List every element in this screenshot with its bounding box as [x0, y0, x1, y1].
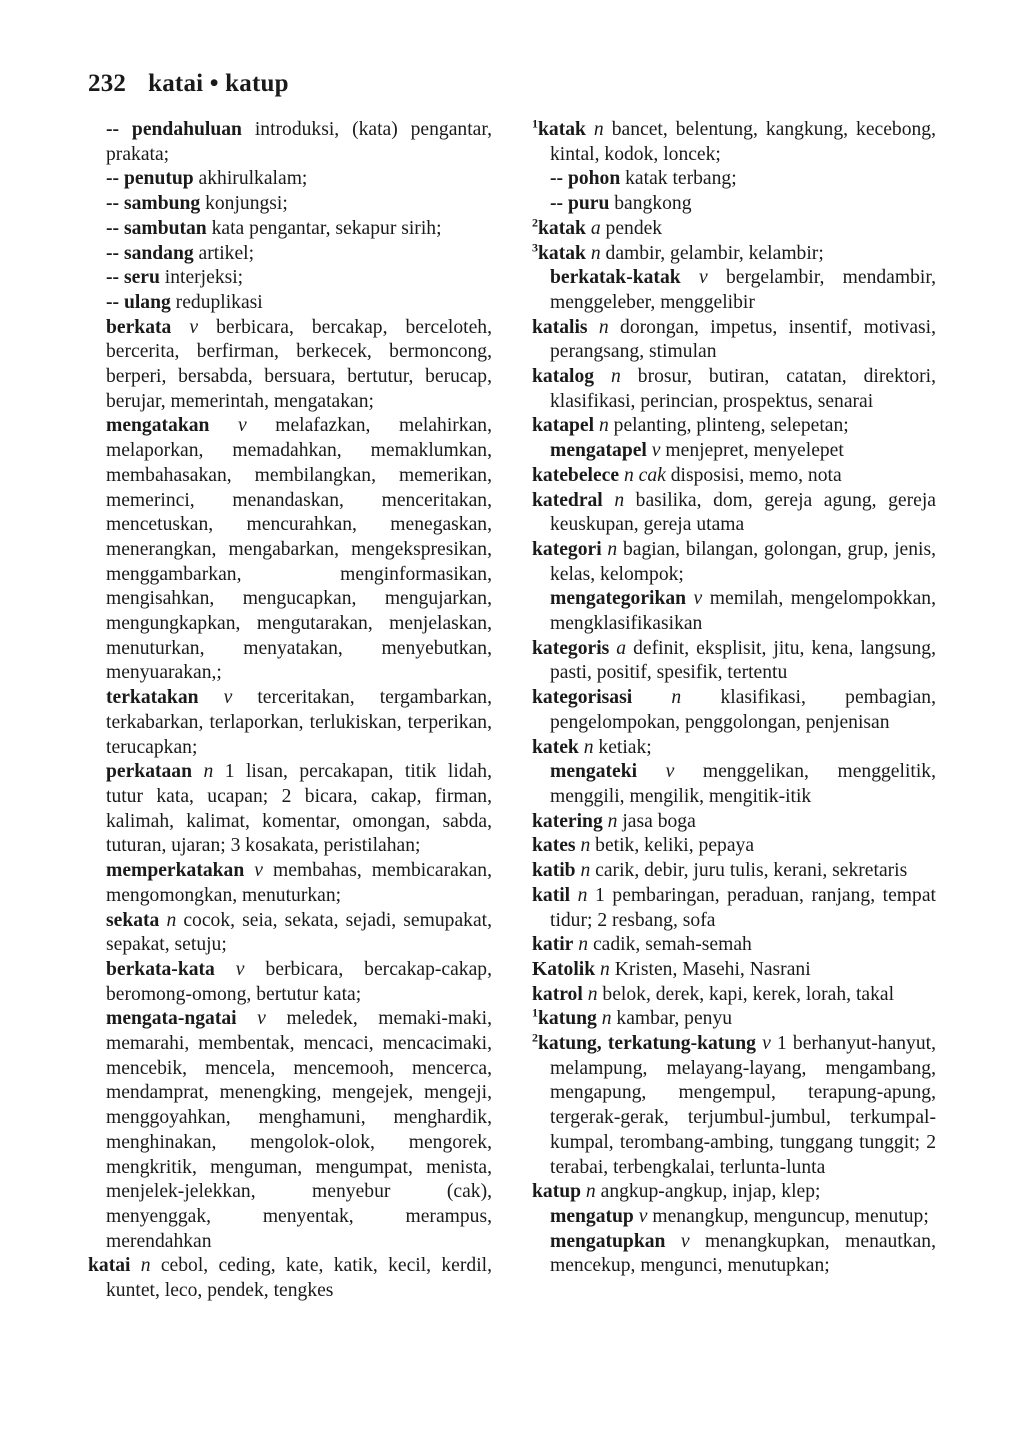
dictionary-entry: [532, 958, 936, 983]
dictionary-entry: [106, 760, 492, 859]
part-of-speech: v: [209, 415, 247, 437]
part-of-speech: n: [575, 835, 591, 857]
headword: -- pendahuluan: [106, 119, 242, 140]
right-column: [532, 118, 936, 1279]
left-column: [88, 118, 492, 1304]
dictionary-entry: [106, 316, 492, 415]
part-of-speech: v: [755, 1033, 771, 1055]
part-of-speech: v: [236, 1008, 266, 1030]
definition-text: klasifikasi, pembagian, pengelompokan, penggolongan, penjenisan: [550, 687, 937, 733]
dictionary-entry: [532, 983, 936, 1008]
headword: Katolik: [532, 958, 596, 980]
headword: kategori: [532, 538, 602, 560]
part-of-speech: n: [581, 1181, 596, 1203]
definition-text: cocok, seia, sekata, sejadi, semupakat, sepakat, setuju;: [106, 909, 492, 956]
dictionary-entry: [106, 1007, 492, 1254]
headword: katapel: [532, 415, 595, 437]
part-of-speech: n: [594, 415, 609, 437]
definition-text: carik, debir, juru tulis, kerani, sekretaris: [590, 860, 908, 882]
headword: memperkatakan: [106, 860, 245, 882]
definition-text: ketiak;: [593, 736, 652, 758]
part-of-speech: n: [578, 736, 594, 758]
headword: -- sambutan: [106, 217, 207, 239]
definition-text: 1 berhanyut-hanyut, melampung, melayang-layang, mengambang, mengapung, mengempul, terapung-apung, tergerak-gerak, terjumbul-jumbul, terkumpal-kumpal, terombang-ambing, tunggang tunggit; 2 terabai, terbengkalai, terlunta-lunta: [550, 1033, 936, 1178]
headword: katedral: [532, 489, 603, 511]
headword: mengatupkan: [550, 1230, 666, 1252]
part-of-speech: n cak: [619, 464, 666, 486]
definition-text: menangkup, menguncup, menutup;: [647, 1205, 929, 1227]
headword: kates: [532, 835, 576, 857]
definition-text: bagian, bilangan, golongan, grup, jenis, kelas, kelompok;: [550, 538, 936, 585]
headword: -- penutup: [106, 168, 194, 190]
dictionary-entry: [532, 489, 936, 538]
part-of-speech: n: [587, 316, 609, 338]
dictionary-entry: [532, 217, 936, 242]
dictionary-entry: [106, 167, 492, 192]
definition-text: kambar, penyu: [611, 1008, 733, 1030]
part-of-speech: v: [686, 588, 703, 610]
part-of-speech: n: [602, 489, 625, 511]
definition-text: menjepret, menyelepet: [660, 440, 844, 462]
dictionary-entry: [106, 266, 492, 291]
part-of-speech: v: [171, 316, 199, 338]
dictionary-entry: [532, 686, 936, 735]
dictionary-entry: [550, 1205, 936, 1230]
definition-text: akhirulkalam;: [193, 168, 308, 190]
definition-text: berbicara, bercakap-cakap, beromong-omong, bertutur kata;: [106, 958, 492, 1005]
part-of-speech: n: [159, 909, 177, 931]
page-title: katai • katup: [148, 70, 289, 97]
dictionary-entry: [532, 414, 936, 439]
part-of-speech: v: [633, 1205, 648, 1227]
dictionary-entry: [532, 538, 936, 587]
definition-text: cebol, ceding, kate, katik, kecil, kerdil, kuntet, leco, pendek, tengkes: [106, 1255, 492, 1302]
part-of-speech: v: [637, 761, 675, 783]
part-of-speech: v: [665, 1230, 690, 1252]
headword: sekata: [106, 909, 160, 931]
page-header: [88, 70, 289, 98]
headword: berkata-kata: [106, 958, 215, 980]
headword: perkataan: [106, 761, 193, 783]
definition-text: angkup-angkup, injap, klep;: [595, 1181, 821, 1203]
definition-text: katak terbang;: [620, 168, 737, 190]
dictionary-entry: [106, 686, 492, 760]
headword: mengatup: [550, 1205, 634, 1227]
dictionary-entry: [88, 1254, 492, 1303]
dictionary-entry: [532, 239, 936, 267]
dictionary-entry: [106, 242, 492, 267]
headword: -- ulang: [106, 291, 171, 313]
definition-text: Kristen, Masehi, Nasrani: [609, 958, 811, 980]
part-of-speech: n: [570, 884, 588, 906]
headword: katrol: [532, 983, 583, 1005]
part-of-speech: n: [602, 810, 618, 832]
definition-text: basilika, dom, gereja agung, gereja keuskupan, gereja utama: [550, 489, 936, 536]
definition-text: kata pengantar, sekapur sirih;: [206, 217, 442, 239]
headword: berkata: [106, 316, 172, 338]
part-of-speech: n: [575, 860, 591, 882]
homonym-number: 2: [532, 1030, 538, 1045]
definition-text: pendek: [600, 217, 663, 239]
part-of-speech: v: [214, 958, 245, 980]
headword: berkatak-katak: [550, 267, 681, 289]
definition-text: memilah, mengelompokkan, mengklasifikasikan: [550, 588, 936, 635]
dictionary-entry: [532, 884, 936, 933]
headword: katebelece: [532, 464, 620, 486]
headword: kategoris: [532, 637, 610, 659]
definition-text: pelanting, plinteng, selepetan;: [608, 415, 849, 437]
homonym-number: 1: [532, 116, 538, 131]
headword: -- puru: [550, 193, 610, 215]
headword: katai: [88, 1255, 131, 1277]
definition-text: artikel;: [193, 242, 255, 264]
headword: katek: [532, 736, 579, 758]
part-of-speech: v: [198, 687, 233, 709]
dictionary-entry: [532, 1180, 936, 1205]
headword: katak: [538, 119, 586, 140]
part-of-speech: v: [680, 267, 708, 289]
dictionary-entry: [550, 266, 936, 315]
definition-text: 1 lisan, percakapan, titik lidah, tutur kata, ucapan; 2 bicara, cakap, firman, kalimah, kalimat, komentar, omongan, sabda, tuturan, ujaran; 3 kosakata, peristilahan;: [106, 761, 493, 857]
definition-text: belok, derek, kapi, kerek, lorah, takal: [597, 983, 895, 1005]
dictionary-entry: [532, 933, 936, 958]
definition-text: introduksi, (kata) pengantar, prakata;: [106, 119, 492, 165]
definition-text: meledek, memaki-maki, memarahi, membentak, mencaci, mencacimaki, mencebik, mencela, mencemooh, mencerca, mendamprat, menengking, mengejek, mengeji, menggoyahkan, menghamuni, menghardik, menghinakan, mengolok-olok, mengorek, mengkritik, menguman, mengumpat, menista, menjelek-jelekkan, menyebur (cak), menyenggak, menyentak, merampus, merendahkan: [106, 1008, 492, 1252]
definition-text: reduplikasi: [170, 291, 263, 313]
page-number: 232: [88, 70, 127, 97]
part-of-speech: v: [244, 860, 263, 882]
part-of-speech: n: [573, 934, 589, 956]
dictionary-entry: [106, 909, 492, 958]
headword: terkatakan: [106, 687, 199, 709]
definition-text: bangkong: [609, 193, 692, 215]
dictionary-entry: [106, 217, 492, 242]
definition-text: berbicara, bercakap, berceloteh, bercerita, berfirman, berkecek, bermoncong, berperi, bersabda, bersuara, bertutur, berucap, berujar, memerintah, mengatakan;: [106, 316, 492, 412]
headword: mengatakan: [106, 415, 210, 437]
headword: -- pohon: [550, 168, 621, 190]
definition-text: dambir, gelambir, kelambir;: [600, 242, 824, 264]
part-of-speech: v: [646, 440, 661, 462]
dictionary-entry: [532, 1032, 936, 1180]
definition-text: menggelikan, menggelitik, menggili, mengilik, mengitik-itik: [550, 761, 936, 807]
headword: mengategorikan: [550, 588, 687, 610]
definition-text: melafazkan, melahirkan, melaporkan, memadahkan, memaklumkan, membahasakan, membilangkan, memerikan, memerinci, menandaskan, menceritakan, mencetuskan, mencurahkan, menegaskan, menerangkan, mengabarkan, mengekspresikan, menggambarkan, menginformasikan, mengisahkan, mengucapkan, mengujarkan, mengungkapkan, mengutarakan, menjelaskan, menuturkan, menyatakan, menyebutkan, menyuarakan,;: [106, 415, 492, 684]
part-of-speech: n: [130, 1255, 151, 1277]
headword: katung, terkatung-katung: [538, 1033, 756, 1055]
headword: katup: [532, 1181, 582, 1203]
homonym-number: 3: [532, 239, 538, 254]
headword: katak: [538, 242, 586, 264]
part-of-speech: n: [595, 958, 610, 980]
part-of-speech: n: [585, 242, 601, 264]
definition-text: menangkupkan, menautkan, mencekup, mengunci, menutupkan;: [550, 1230, 936, 1277]
dictionary-entry: [550, 439, 936, 464]
definition-text: konjungsi;: [200, 193, 288, 215]
part-of-speech: n: [192, 761, 214, 783]
headword: katering: [532, 810, 603, 832]
part-of-speech: n: [596, 1008, 612, 1030]
headword: katalis: [532, 316, 588, 338]
headword: katak: [538, 217, 586, 239]
dictionary-entry: [106, 958, 492, 1007]
headword: -- seru: [106, 267, 160, 289]
headword: katalog: [532, 366, 595, 388]
headword: katib: [532, 860, 576, 882]
headword: mengatapel: [550, 440, 647, 462]
headword: kategorisasi: [532, 687, 633, 709]
definition-text: terceritakan, tergambarkan, terkabarkan, terlaporkan, terlukiskan, terperikan, terucapkan;: [106, 687, 492, 758]
part-of-speech: n: [632, 687, 682, 709]
dictionary-entry: [532, 316, 936, 365]
part-of-speech: n: [585, 119, 604, 140]
dictionary-entry: [550, 167, 936, 192]
definition-text: disposisi, memo, nota: [665, 464, 842, 486]
dictionary-entry: [106, 859, 492, 908]
definition-text: bergelambir, mendambir, menggeleber, menggelibir: [550, 267, 936, 313]
dictionary-entry: [532, 464, 936, 489]
definition-text: betik, keliki, pepaya: [590, 835, 755, 857]
headword: -- sandang: [106, 242, 194, 264]
headword: -- sambung: [106, 193, 201, 215]
dictionary-entry: [550, 1230, 936, 1279]
dictionary-entry: [550, 587, 936, 636]
dictionary-entry: [532, 118, 936, 167]
definition-text: brosur, butiran, catatan, direktori, klasifikasi, perincian, prospektus, senarai: [550, 366, 936, 412]
dictionary-entry: [106, 192, 492, 217]
dictionary-entry: [532, 365, 936, 414]
dictionary-entry: [550, 192, 936, 217]
headword: mengata-ngatai: [106, 1008, 237, 1030]
dictionary-entry: [532, 1007, 936, 1032]
definition-text: cadik, semah-semah: [588, 934, 752, 956]
dictionary-entry: [532, 834, 936, 859]
part-of-speech: a: [609, 637, 627, 659]
definition-text: bancet, belentung, kangkung, kecebong, kintal, kodok, loncek;: [550, 119, 936, 165]
definition-text: membahas, membicarakan, mengomongkan, menuturkan;: [106, 860, 492, 906]
dictionary-entry: [106, 118, 492, 167]
dictionary-entry: [532, 859, 936, 884]
dictionary-entry: [106, 414, 492, 686]
dictionary-entry: [106, 291, 492, 316]
part-of-speech: a: [585, 217, 601, 239]
dictionary-entry: [550, 760, 936, 809]
part-of-speech: n: [594, 366, 621, 388]
part-of-speech: n: [582, 983, 598, 1005]
definition-text: definit, eksplisit, jitu, kena, langsung, pasti, positif, spesifik, tertentu: [550, 637, 936, 684]
headword: mengateki: [550, 761, 638, 783]
dictionary-entry: [532, 810, 936, 835]
homonym-number: 1: [532, 1005, 538, 1020]
definition-text: interjeksi;: [159, 267, 244, 289]
definition-text: 1 pembaringan, peraduan, ranjang, tempat tidur; 2 resbang, sofa: [550, 884, 936, 931]
definition-text: jasa boga: [617, 810, 696, 832]
homonym-number: 2: [532, 215, 538, 230]
headword: katil: [532, 884, 571, 906]
part-of-speech: n: [601, 538, 618, 560]
headword: katir: [532, 934, 574, 956]
dictionary-entry: [532, 637, 936, 686]
dictionary-entry: [532, 736, 936, 761]
definition-text: dorongan, impetus, insentif, motivasi, perangsang, stimulan: [550, 316, 936, 363]
headword: katung: [538, 1008, 597, 1030]
